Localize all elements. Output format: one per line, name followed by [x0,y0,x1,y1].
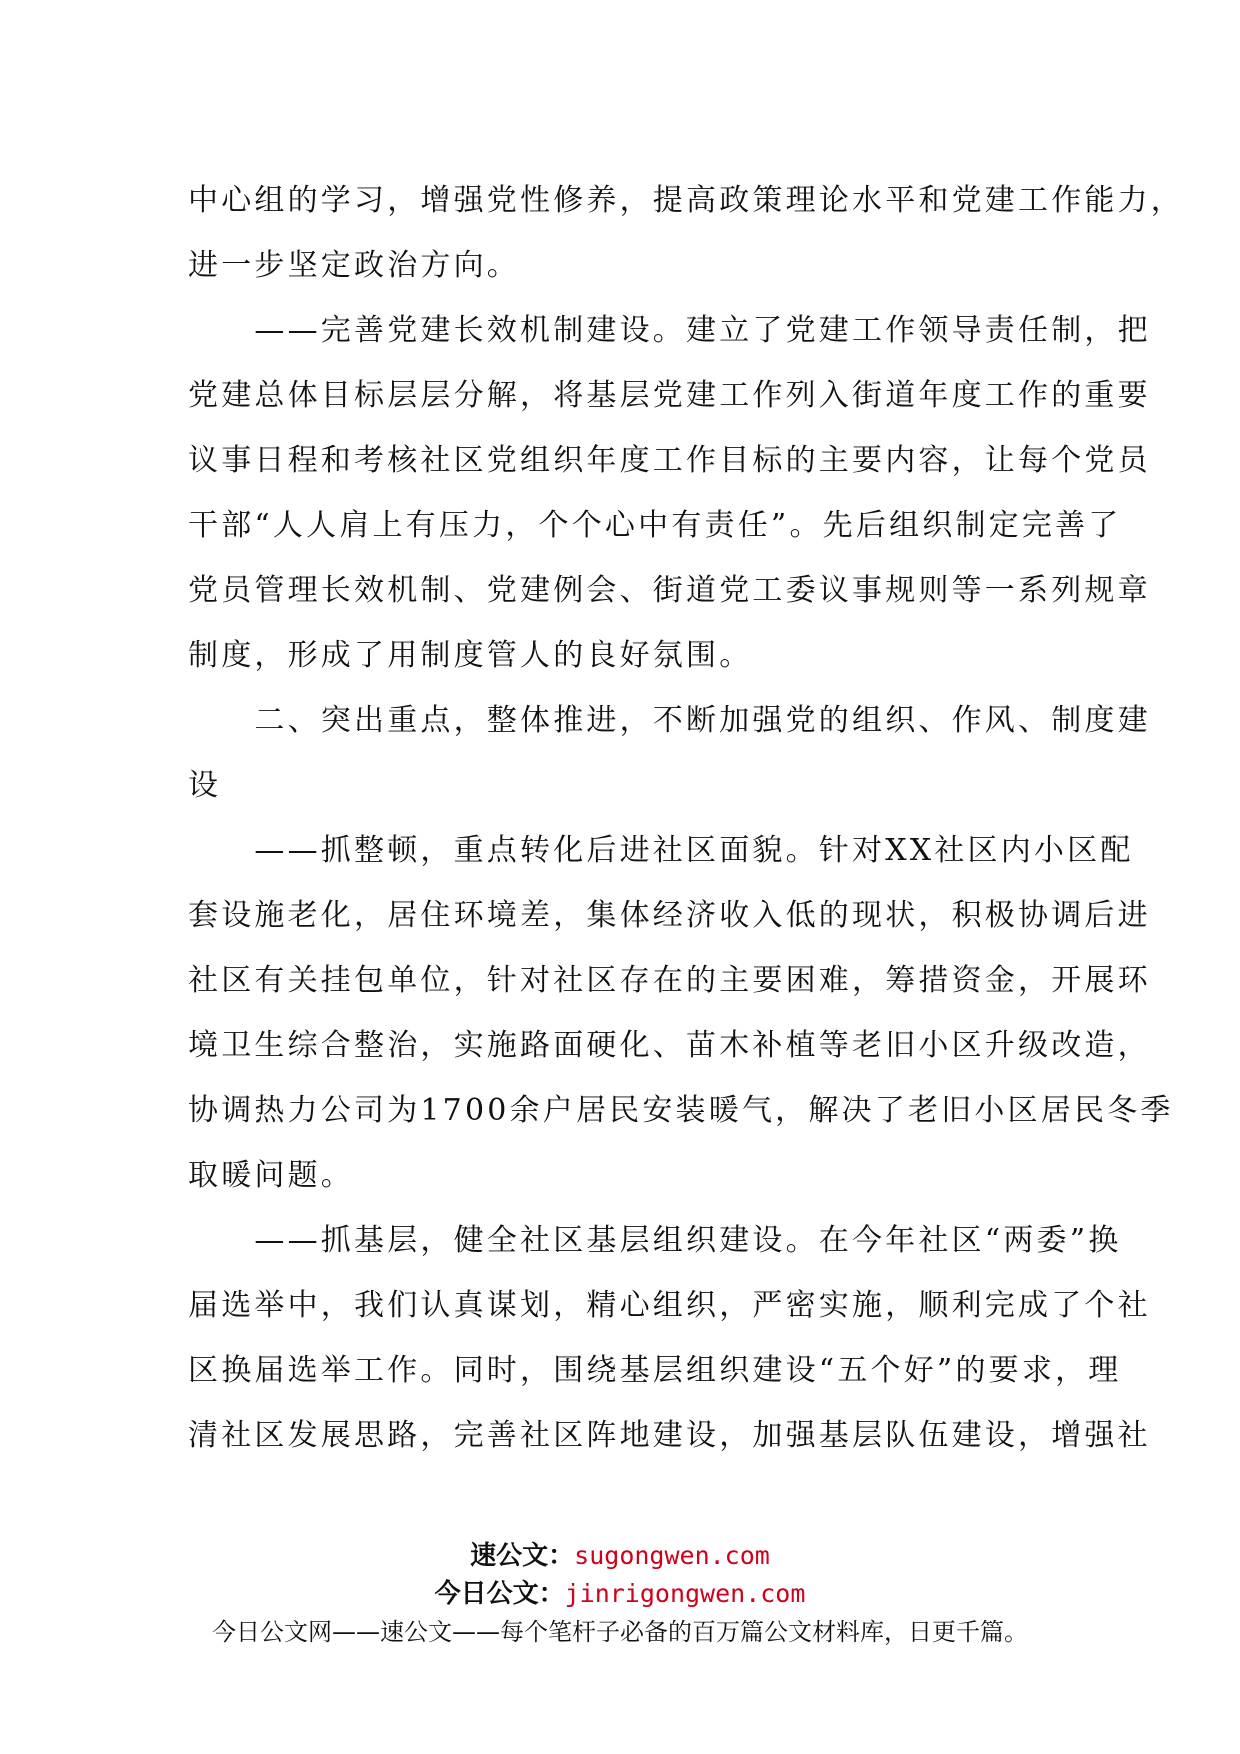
body-line: 党员管理长效机制、党建例会、街道党工委议事规则等一系列规章 [188,573,1151,608]
body-line: 套设施老化，居住环境差，集体经济收入低的现状，积极协调后进 [188,898,1151,933]
footer-link-sugongwen[interactable]: sugongwen.com [574,1541,770,1570]
body-line: 二、突出重点，整体推进，不断加强党的组织、作风、制度建 [188,703,1151,738]
document-body [188,168,1184,1468]
body-line: ——完善党建长效机制建设。建立了党建工作领导责任制，把 [188,313,1151,348]
body-line: ——抓基层，健全社区基层组织建设。在今年社区“两委”换 [188,1223,1122,1258]
footer-label-jinrigongwen: 今日公文： [434,1579,565,1609]
body-line: 取暖问题。 [188,1158,354,1193]
body-line: ——抓整顿，重点转化后进社区面貌。针对XX社区内小区配 [188,833,1134,868]
body-line: 境卫生综合整治，实施路面硬化、苗木补植等老旧小区升级改造， [188,1028,1151,1063]
body-line: 干部“人人肩上有压力，个个心中有责任”。先后组织制定完善了 [188,508,1122,543]
body-line: 议事日程和考核社区党组织年度工作目标的主要内容，让每个党员 [188,443,1151,478]
body-line: 协调热力公司为1700余户居民安装暖气，解决了老旧小区居民冬季 [188,1093,1174,1128]
footer-watermark [0,1537,1240,1651]
body-line: 设 [188,768,222,803]
body-line: 中心组的学习，增强党性修养，提高政策理论水平和党建工作能力， [188,183,1184,218]
body-line: 社区有关挂包单位，针对社区存在的主要困难，筹措资金，开展环 [188,963,1151,998]
footer-line-jinrigongwen [0,1575,1240,1613]
footer-link-jinrigongwen[interactable]: jinrigongwen.com [564,1579,806,1608]
footer-label-sugongwen: 速公文： [470,1541,575,1571]
body-line: 党建总体目标层层分解，将基层党建工作列入街道年度工作的重要 [188,378,1151,413]
footer-line-sugongwen [0,1537,1240,1575]
body-line: 清社区发展思路，完善社区阵地建设，加强基层队伍建设，增强社 [188,1418,1151,1453]
body-line: 制度，形成了用制度管人的良好氛围。 [188,638,753,673]
body-line: 区换届选举工作。同时，围绕基层组织建设“五个好”的要求，理 [188,1353,1122,1388]
body-line: 进一步坚定政治方向。 [188,248,520,283]
footer-slogan: 今日公文网——速公文——每个笔杆子必备的百万篇公文材料库，日更千篇。 [212,1618,1028,1646]
body-line: 届选举中，我们认真谋划，精心组织，严密实施，顺利完成了个社 [188,1288,1151,1323]
